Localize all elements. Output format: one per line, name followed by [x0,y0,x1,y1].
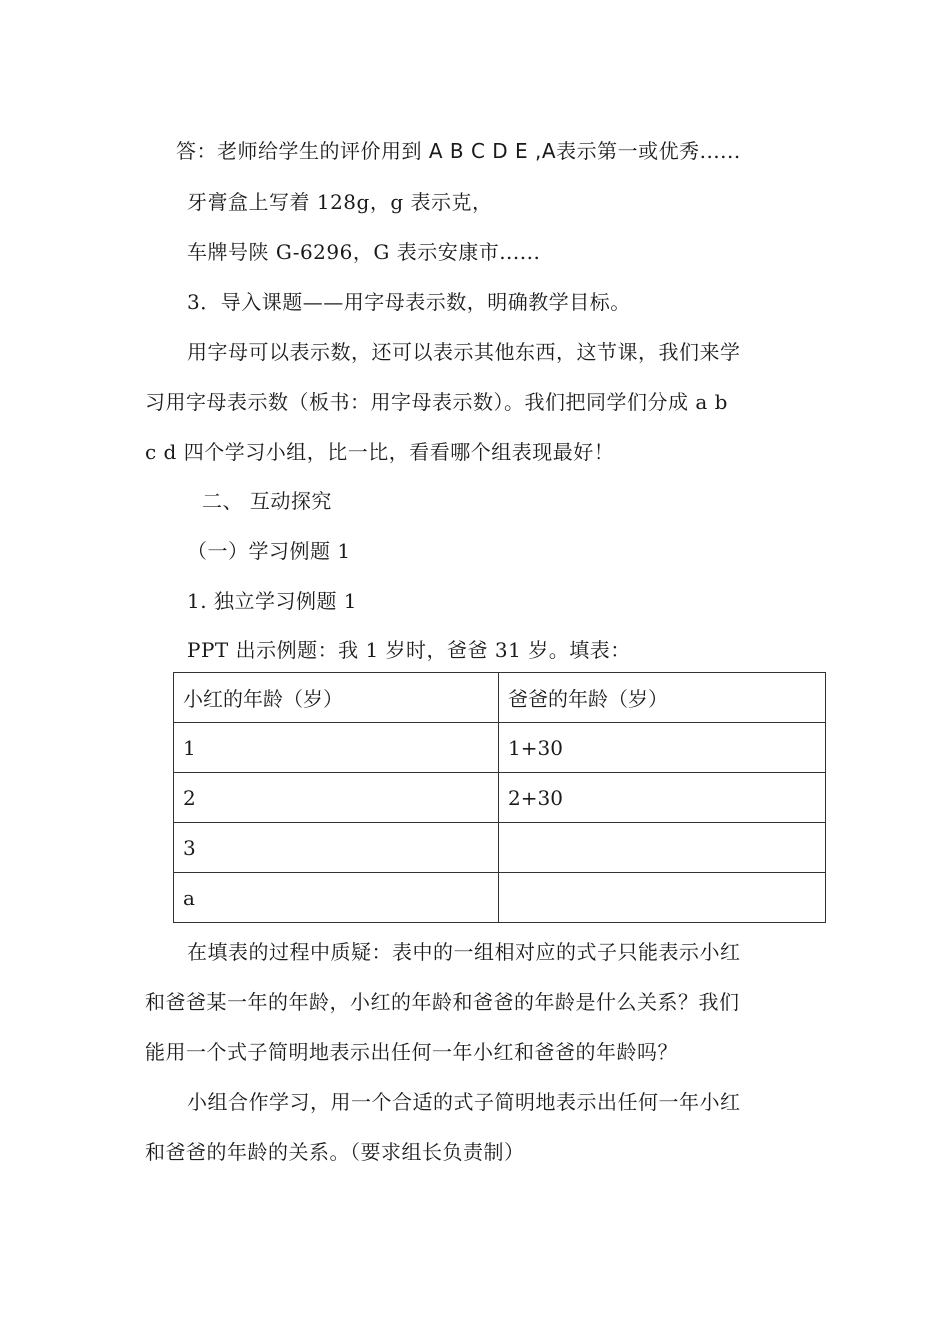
table-row [174,773,826,823]
section-heading: 二、 互动探究 [202,489,332,513]
table-cell [499,823,826,873]
section-heading: 3．导入课题——用字母表示数，明确教学目标。 [187,290,631,314]
subsection-heading: （一）学习例题 1 [187,539,351,563]
paragraph-line: 能用一个式子简明地表示出任何一年小红和爸爸的年龄吗？ [145,1040,678,1064]
subsection-heading: 1. 独立学习例题 1 [187,589,358,613]
table-row [174,823,826,873]
paragraph-line: PPT 出示例题：我 1 岁时，爸爸 31 岁。填表： [187,638,631,662]
table-header-row [174,673,826,723]
table-cell [499,873,826,923]
paragraph-line: c d 四个学习小组，比一比，看看哪个组表现最好！ [145,440,615,464]
table-cell: 2+30 [499,773,826,823]
paragraph-line: 和爸爸的年龄的关系。（要求组长负责制） [145,1140,525,1164]
table-header-cell: 小红的年龄（岁） [174,673,499,723]
answer-line [176,139,741,163]
paragraph-line: 牙膏盒上写着 128g，g 表示克， [187,190,493,214]
paragraph-line: 用字母可以表示数，还可以表示其他东西，这节课，我们来学 [187,340,741,364]
table-cell: a [174,873,499,923]
answer-text-end: 表示第一或优秀...... [556,139,741,163]
table-cell: 1+30 [499,723,826,773]
table-row [174,723,826,773]
age-table [173,672,826,923]
table-header-cell: 爸爸的年龄（岁） [499,673,826,723]
paragraph-line: 在填表的过程中质疑：表中的一组相对应的式子只能表示小红 [187,940,741,964]
table-cell: 3 [174,823,499,873]
answer-text-start: 答：老师给学生的评价用到 [176,139,429,163]
table-row [174,873,826,923]
paragraph-line: 小组合作学习，用一个合适的式子简明地表示出任何一年小红 [187,1090,741,1114]
table-cell: 1 [174,723,499,773]
table-cell: 2 [174,773,499,823]
paragraph-line: 和爸爸某一年的年龄，小红的年龄和爸爸的年龄是什么关系？我们 [145,990,740,1014]
paragraph-line: 车牌号陕 G-6296，G 表示安康市...... [187,240,541,264]
paragraph-line: 习用字母表示数（板书：用字母表示数）。我们把同学们分成 a b [145,390,728,414]
answer-letters: A B C D E ,A [428,139,557,163]
